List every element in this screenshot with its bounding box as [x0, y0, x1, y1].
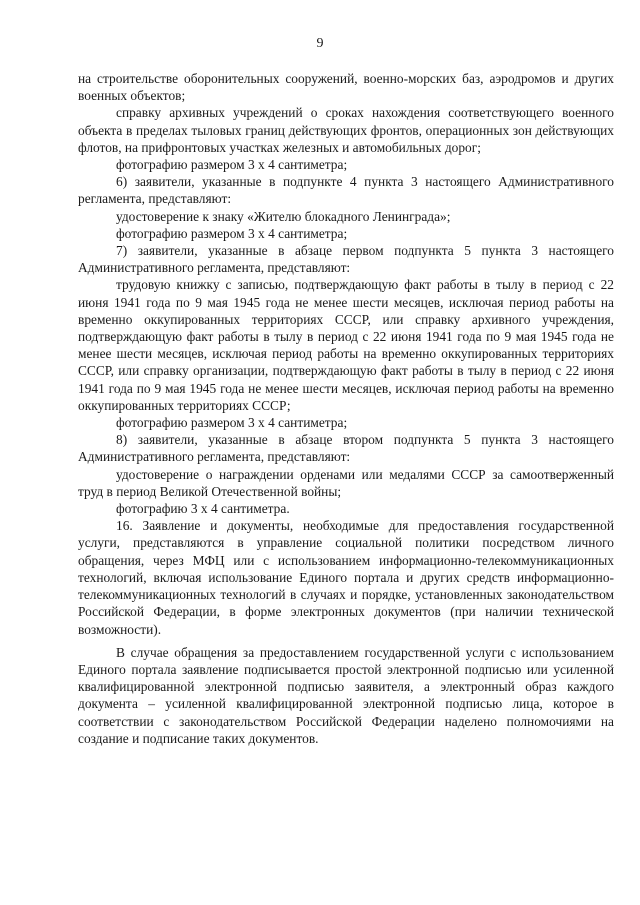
paragraph: 8) заявители, указанные в абзаце втором подпункта 5 пункта 3 настоящего Административного регламента, представляют: — [78, 432, 614, 465]
paragraph: трудовую книжку с записью, подтверждающую факт работы в тылу в период с 22 июня 1941 года по 9 мая 1945 года не менее шести месяцев, исключая период работы на временно оккупированных территориях СССР, или справку архивного учреждения, подтверждающую факт работы в тылу в период с 22 июня 1941 года по 9 мая 1945 года не менее шести месяцев, исключая период работы на временно оккупированных территориях СССР, или справку организации, подтверждающую факт работы в тылу в период с 22 июня 1941 года по 9 мая 1945 года не менее шести месяцев, исключая период работы на временно оккупированных территориях СССР; — [78, 277, 614, 413]
paragraph: фотографию размером 3 х 4 сантиметра; — [116, 157, 348, 173]
paragraph: фотографию размером 3 х 4 сантиметра; — [116, 415, 348, 431]
paragraph: на строительстве оборонительных сооружений, военно-морских баз, аэродромов и других военных объектов; — [78, 71, 614, 104]
paragraph: справку архивных учреждений о сроках нахождения соответствующего военного объекта в пределах тыловых границ действующих фронтов, операционных зон действующих флотов, на прифронтовых участках железных и автомобильных дорог; — [78, 105, 614, 155]
document-body — [78, 70, 614, 747]
paragraph: удостоверение к знаку «Жителю блокадного Ленинграда»; — [116, 208, 451, 224]
paragraph: фотографию 3 х 4 сантиметра. — [116, 501, 290, 517]
page-number: 9 — [316, 36, 324, 51]
paragraph: 7) заявители, указанные в абзаце первом подпункта 5 пункта 3 настоящего Административного регламента, представляют: — [78, 243, 614, 276]
paragraph: удостоверение о награждении орденами или медалями СССР за самоотверженный труд в период Великой Отечественной войны; — [78, 466, 614, 499]
paragraph: В случае обращения за предоставлением государственной услуги с использованием Единого портала заявление подписывается простой электронной подписью или усиленной квалифицированной электронной подписью заявителя, а электронный образ каждого документа – усиленной квалифицированной электронной подписью лица, которое в соответствии с законодательством Российской Федерации наделено полномочиями на создание и подписание таких документов. — [78, 644, 614, 746]
paragraph: фотографию размером 3 х 4 сантиметра; — [116, 225, 348, 241]
paragraph: 6) заявители, указанные в подпункте 4 пункта 3 настоящего Административного регламента, представляют: — [78, 174, 614, 207]
paragraph: 16. Заявление и документы, необходимые для предоставления государственной услуги, представляются в управление социальной политики посредством личного обращения, через МФЦ или с использованием информационно-телекоммуникационных технологий, включая использование Единого портала и других средств информационно-телекоммуникационных технологий в случаях и порядке, установленных законодательством Российской Федерации, в форме электронных документов (при наличии технической возможности). — [78, 518, 614, 637]
